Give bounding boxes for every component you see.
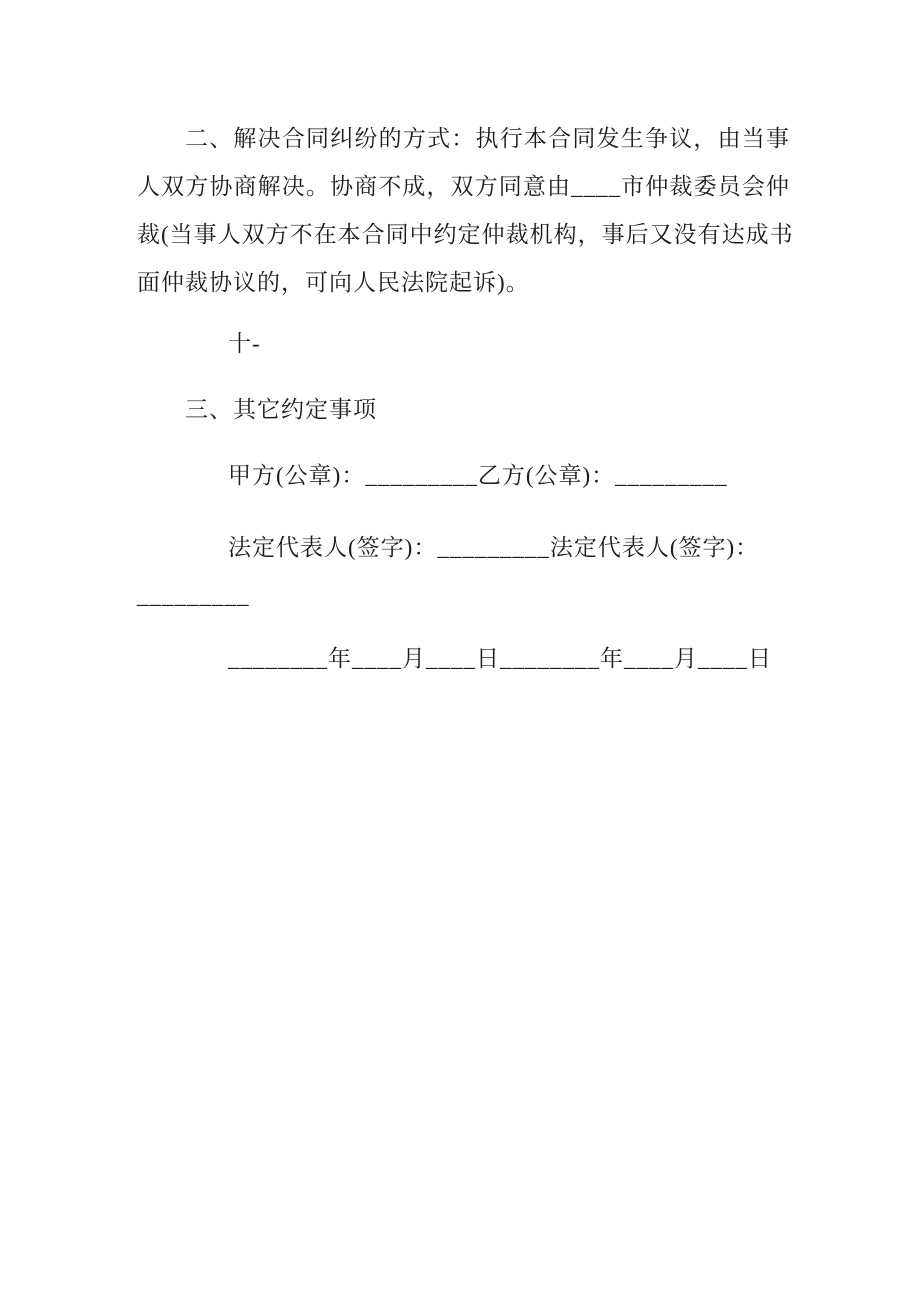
clause-dispute-line-1: 二、解决合同纠纷的方式：执行本合同发生争议，由当事 [185,126,790,151]
clause-dispute-line-2: 人双方协商解决。协商不成，双方同意由____市仲裁委员会仲 [137,174,790,199]
clause-dispute-line-4: 面仲裁协议的，可向人民法院起诉)。 [137,270,530,295]
clause-other-heading: 三、其它约定事项 [185,397,377,422]
stray-character: 十- [228,331,261,356]
document-text-block [137,115,794,683]
date-line: ________年____月____日________年____月____日 [228,646,772,671]
clause-dispute-line-3: 裁(当事人双方不在本合同中约定仲裁机构，事后又没有达成书 [137,222,794,247]
representative-signature-continuation: _________ [137,583,250,608]
seal-signature-line: 甲方(公章)：_________乙方(公章)：_________ [228,463,728,488]
representative-signature-line: 法定代表人(签字)：_________法定代表人(签字)： [228,535,760,560]
